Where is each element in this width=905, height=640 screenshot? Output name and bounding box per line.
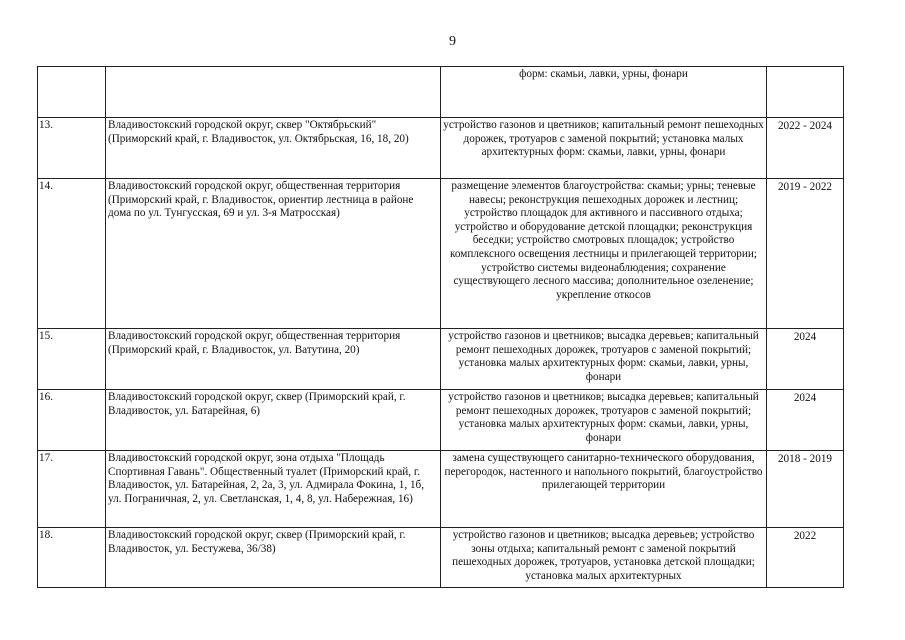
row-works: форм: скамьи, лавки, урны, фонари — [441, 67, 767, 118]
row-number: 15. — [38, 329, 106, 390]
row-years: 2024 — [767, 329, 844, 390]
row-object-name: Владивостокский городской округ, общественная территория (Приморский край, г. Владивосток, ориентир лестница в районе дома по ул. Тунгусская, 69 и ул. 3-я Матросская) — [106, 179, 441, 329]
row-works: размещение элементов благоустройства: скамьи; урны; теневые навесы; реконструкция пешеходных дорожек и лестниц; устройство площадок для активного и пассивного отдыха; устройство и оборудование детской площадки; реконструкция беседки; устройство смотровых площадок; устройство комплексного освещения лестницы и прилегающей территории; устройство системы видеонаблюдения; сохранение существующего лесного массива; дополнительное озеленение; укрепление откосов — [441, 179, 767, 329]
row-object-name: Владивостокский городской округ, общественная территория (Приморский край, г. Владивосток, ул. Ватутина, 20) — [106, 329, 441, 390]
row-object-name: Владивостокский городской округ, сквер (Приморский край, г. Владивосток, ул. Бестужева, 36/38) — [106, 528, 441, 588]
row-number: 17. — [38, 451, 106, 528]
row-object-name: Владивостокский городской округ, зона отдыха "Площадь Спортивная Гавань". Общественный туалет (Приморский край, г. Владивосток, ул. Батарейная, 2, 2а, 3, ул. Адмирала Фокина, 1, 1б, ул. Пограничная, 2, ул. Светланская, 1, 4, 8, ул. Набережная, 16) — [106, 451, 441, 528]
row-works: замена существующего санитарно-технического оборудования, перегородок, настенного и напольного покрытий, благоустройство прилегающей территории — [441, 451, 767, 528]
row-number: 16. — [38, 390, 106, 451]
row-years: 2019 - 2022 — [767, 179, 844, 329]
row-object-name: Владивостокский городской округ, сквер "Октябрьский" (Приморский край, г. Владивосток, ул. Октябрьская, 16, 18, 20) — [106, 118, 441, 179]
table-row — [38, 118, 844, 179]
table-row — [38, 390, 844, 451]
row-object-name: Владивостокский городской округ, сквер (Приморский край, г. Владивосток, ул. Батарейная, 6) — [106, 390, 441, 451]
row-years: 2022 — [767, 528, 844, 588]
row-works: устройство газонов и цветников; высадка деревьев; капитальный ремонт пешеходных дорожек, тротуаров с заменой покрытий; установка малых архитектурных форм: скамьи, лавки, урны, фонари — [441, 390, 767, 451]
table-row — [38, 179, 844, 329]
table-row-continuation — [38, 67, 844, 118]
table-row — [38, 528, 844, 588]
projects-table — [37, 66, 844, 588]
row-works: устройство газонов и цветников; высадка деревьев; капитальный ремонт пешеходных дорожек, тротуаров с заменой покрытий; установка малых архитектурных форм: скамьи, лавки, урны, фонари — [441, 329, 767, 390]
row-years — [767, 67, 844, 118]
row-number: 18. — [38, 528, 106, 588]
table-row — [38, 451, 844, 528]
row-years: 2022 - 2024 — [767, 118, 844, 179]
row-years: 2018 - 2019 — [767, 451, 844, 528]
row-number: 14. — [38, 179, 106, 329]
row-years: 2024 — [767, 390, 844, 451]
table-row — [38, 329, 844, 390]
row-works: устройство газонов и цветников; капитальный ремонт пешеходных дорожек, тротуаров с заменой покрытий; установка малых архитектурных форм: скамьи, лавки, урны, фонари — [441, 118, 767, 179]
page-number: 9 — [449, 34, 456, 49]
row-works: устройство газонов и цветников; высадка деревьев; устройство зоны отдыха; капитальный ремонт с заменой покрытий пешеходных дорожек, тротуаров, установка детской площадки; установка малых архитектурных — [441, 528, 767, 588]
row-number — [38, 67, 106, 118]
row-number: 13. — [38, 118, 106, 179]
row-object-name — [106, 67, 441, 118]
